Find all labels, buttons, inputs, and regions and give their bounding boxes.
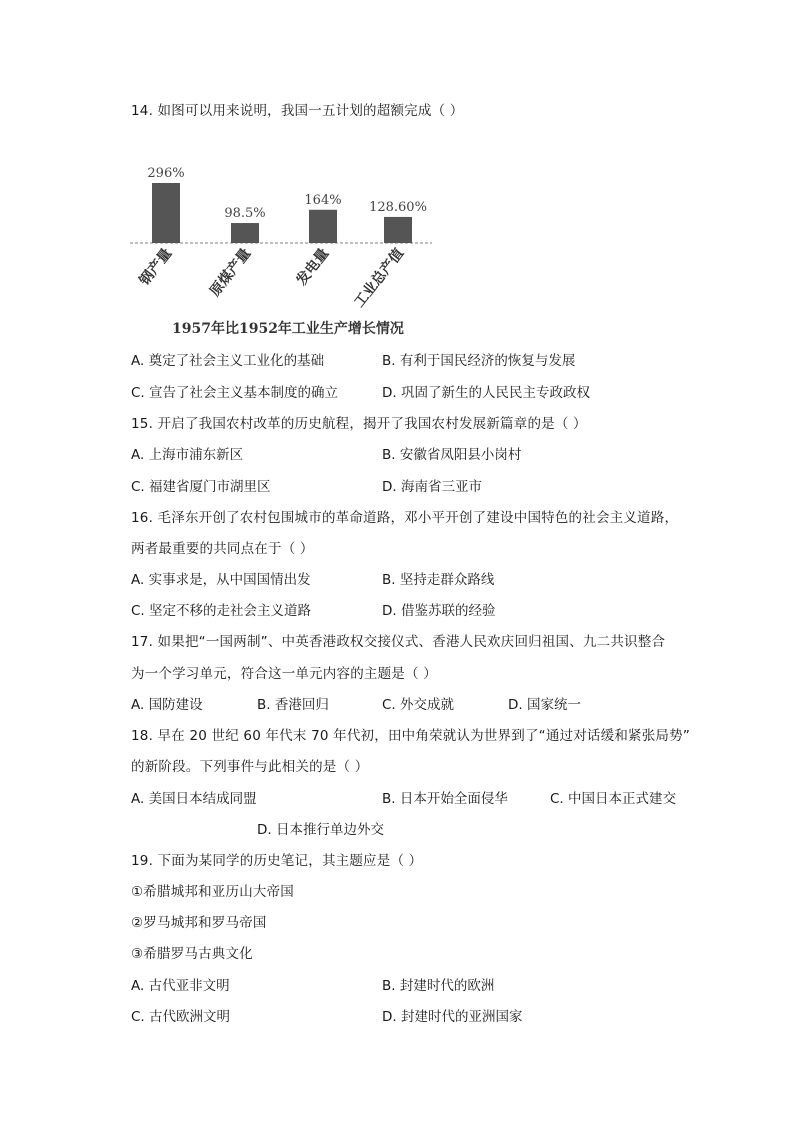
q18-option-a[interactable]: A. 美国日本结成同盟: [131, 791, 257, 807]
bar-value-label-0: 296%: [147, 166, 185, 181]
q16-stem-line2: 两者最重要的共同点在于（ ）: [131, 541, 314, 557]
q15-option-c[interactable]: C. 福建省厦门市湖里区: [131, 479, 271, 495]
q19-note-1: ①希腊城邦和亚历山大帝国: [131, 884, 295, 900]
q15-option-d[interactable]: D. 海南省三亚市: [382, 479, 482, 495]
q14-stem: 14. 如图可以用来说明，我国一五计划的超额完成（ ）: [131, 103, 464, 119]
q17-stem-line1: 17. 如果把“一国两制”、中英香港政权交接仪式、香港人民欢庆回归祖国、九二共识整合: [131, 634, 666, 650]
q17-option-c[interactable]: C. 外交成就: [382, 697, 455, 713]
category-label-3: 工业总产值: [351, 245, 408, 311]
q16-stem-line1: 16. 毛泽东开创了农村包围城市的革命道路，邓小平开创了建设中国特色的社会主义道路，: [131, 510, 679, 526]
q19-note-2: ②罗马城邦和罗马帝国: [131, 915, 267, 931]
bar-3: [384, 217, 412, 243]
q18-option-b[interactable]: B. 日本开始全面侵华: [382, 791, 508, 807]
q18-stem-line2: 的新阶段。下列事件与此相关的是（ ）: [131, 759, 369, 775]
q14-option-c[interactable]: C. 宣告了社会主义基本制度的确立: [131, 385, 339, 401]
q17-stem-line2: 为一个学习单元，符合这一单元内容的主题是（ ）: [131, 666, 437, 682]
q18-option-d[interactable]: D. 日本推行单边外交: [257, 822, 384, 838]
category-label-0: 钢产量: [136, 245, 176, 289]
q19-option-a[interactable]: A. 古代亚非文明: [131, 978, 230, 994]
q14-option-a[interactable]: A. 奠定了社会主义工业化的基础: [131, 353, 325, 369]
category-label-2: 发电量: [293, 245, 333, 289]
q16-option-a[interactable]: A. 实事求是，从中国国情出发: [131, 572, 311, 588]
q19-option-c[interactable]: C. 古代欧洲文明: [131, 1009, 231, 1025]
bar-1: [231, 223, 259, 243]
q16-option-c[interactable]: C. 坚定不移的走社会主义道路: [131, 603, 312, 619]
bar-chart: [120, 152, 440, 342]
q17-option-d[interactable]: D. 国家统一: [508, 697, 581, 713]
q17-option-b[interactable]: B. 香港回归: [257, 697, 329, 713]
q17-option-a[interactable]: A. 国防建设: [131, 697, 203, 713]
bar-value-label-3: 128.60%: [369, 199, 427, 215]
q14-option-b[interactable]: B. 有利于国民经济的恢复与发展: [382, 353, 576, 369]
chart-title: 1957年比1952年工业生产增长情况: [172, 321, 404, 337]
q14-option-d[interactable]: D. 巩固了新生的人民民主专政政权: [382, 385, 590, 401]
q19-option-d[interactable]: D. 封建时代的亚洲国家: [382, 1009, 523, 1025]
bar-value-label-1: 98.5%: [224, 206, 266, 222]
q15-stem: 15. 开启了我国农村改革的历史航程，揭开了我国农村发展新篇章的是（ ）: [131, 416, 587, 432]
q15-option-a[interactable]: A. 上海市浦东新区: [131, 447, 244, 463]
q16-option-d[interactable]: D. 借鉴苏联的经验: [382, 603, 496, 619]
bar-2: [309, 210, 337, 243]
bar-value-label-2: 164%: [304, 192, 342, 208]
q18-stem-line1: 18. 早在 20 世纪 60 年代末 70 年代初，田中角荣就认为世界到了“通过对话缓和紧张局势”: [131, 728, 691, 744]
q18-option-c[interactable]: C. 中国日本正式建交: [550, 791, 677, 807]
bar-0: [152, 183, 180, 243]
q19-option-b[interactable]: B. 封建时代的欧洲: [382, 978, 495, 994]
q19-stem: 19. 下面为某同学的历史笔记，其主题应是（ ）: [131, 853, 423, 869]
q16-option-b[interactable]: B. 坚持走群众路线: [382, 572, 495, 588]
category-label-1: 原煤产量: [207, 245, 255, 300]
q19-note-3: ③希腊罗马古典文化: [131, 946, 253, 962]
q15-option-b[interactable]: B. 安徽省凤阳县小岗村: [382, 447, 522, 463]
